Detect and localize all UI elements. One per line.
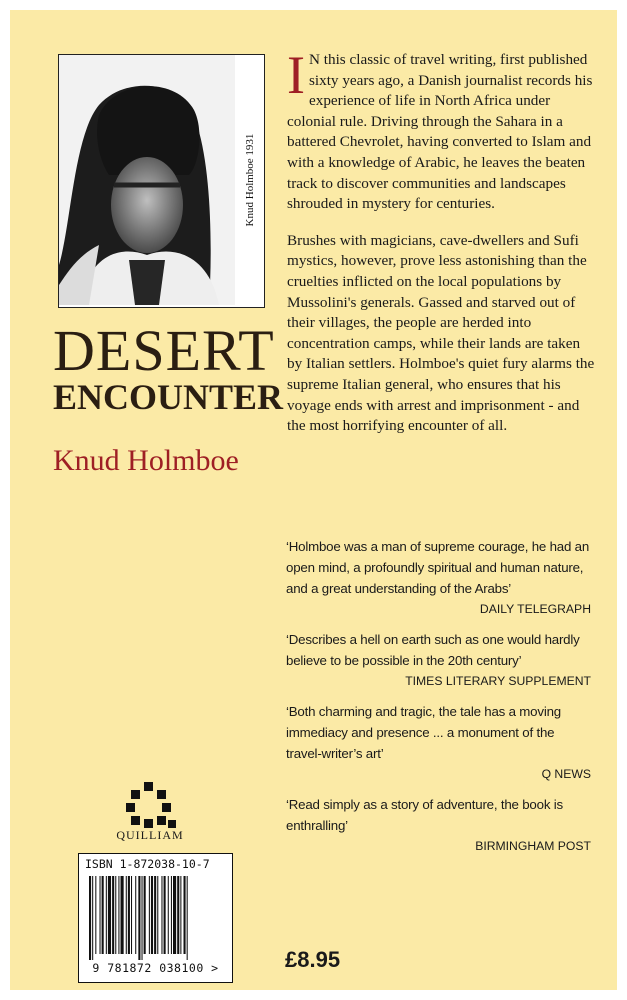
barcode-bar bbox=[164, 876, 166, 954]
barcode-bar bbox=[100, 876, 101, 954]
quote-source: Q NEWS bbox=[541, 767, 591, 781]
barcode-bar bbox=[126, 876, 127, 954]
review-quote bbox=[286, 629, 591, 692]
quote-text: ‘Holmboe was a man of supreme courage, he had an open mind, a profoundly spiritual and human nature, and a great understanding of the Arabs’ bbox=[286, 539, 590, 596]
blurb-paragraph-1: I N this classic of travel writing, first published sixty years ago, a Danish journalist records his experience of life in North Africa under colonial rule. Driving through the Sahara in a battered Chevrolet, having converted to Islam and with a knowledge of Arabic, he leaves the beaten track to discover communities and landscapes shrouded in mystery for centuries. bbox=[287, 45, 593, 213]
barcode-bar bbox=[161, 876, 162, 954]
portrait-image bbox=[59, 55, 235, 305]
barcode-bar bbox=[115, 876, 116, 954]
barcode-bar bbox=[171, 876, 172, 954]
barcode-bar bbox=[102, 876, 104, 954]
drop-cap: I bbox=[287, 45, 305, 105]
blurb-paragraph-2: Brushes with magicians, cave-dwellers and Sufi mystics, however, prove less astonishing than the cruelties inflicted on the local populations by Mussolini's generals. Gassed and starved out of their villages, the people are herded into concentration camps, while their lands are taken by Italian settlers. Holmboe's quiet fury alarms the supreme Italian general, who ensures that his voyage ends with arrest and imprisonment - and the most horrifying encounter of all. bbox=[287, 231, 595, 435]
review-quotes bbox=[286, 536, 591, 866]
barcode-bar bbox=[118, 876, 119, 954]
barcode-bar bbox=[89, 876, 91, 960]
barcode-bar bbox=[180, 876, 181, 954]
barcode-bar bbox=[154, 876, 156, 954]
barcode-bar bbox=[184, 876, 186, 954]
author-name: Knud Holmboe bbox=[53, 444, 239, 477]
barcode-bar bbox=[142, 876, 143, 960]
barcode-bar bbox=[157, 876, 158, 954]
barcode-bar bbox=[149, 876, 150, 954]
barcode-bar bbox=[187, 876, 188, 960]
quote-source: TIMES LITERARY SUPPLEMENT bbox=[405, 674, 591, 688]
barcode-bar bbox=[108, 876, 111, 954]
author-photo bbox=[58, 54, 265, 308]
barcode-bar bbox=[131, 876, 132, 954]
barcode-bars bbox=[89, 876, 222, 960]
barcode-bar bbox=[173, 876, 176, 954]
quote-source: BIRMINGHAM POST bbox=[475, 839, 591, 853]
barcode-bar bbox=[135, 876, 136, 954]
barcode-bar bbox=[138, 876, 140, 960]
review-quote bbox=[286, 701, 591, 785]
quote-text: ‘Both charming and tragic, the tale has a moving immediacy and presence ... a monument of the travel-writer’s art’ bbox=[286, 704, 561, 761]
barcode-digits: 9 781872 038100 > bbox=[92, 961, 219, 975]
barcode-bar bbox=[112, 876, 114, 954]
review-quote bbox=[286, 794, 591, 857]
barcode-bar bbox=[121, 876, 124, 954]
barcode-bar bbox=[106, 876, 107, 954]
book-back-cover bbox=[10, 10, 617, 990]
barcode-bar bbox=[144, 876, 146, 954]
barcode-bar bbox=[92, 876, 93, 960]
book-title-line1: DESERT bbox=[53, 318, 275, 383]
book-title-line2: ENCOUNTER bbox=[53, 377, 284, 417]
publisher-name: QUILLIAM bbox=[116, 828, 184, 842]
barcode-bar bbox=[128, 876, 130, 954]
barcode-bar bbox=[177, 876, 179, 954]
quote-text: ‘Read simply as a story of adventure, the book is enthralling’ bbox=[286, 797, 563, 833]
review-quote bbox=[286, 536, 591, 620]
barcode bbox=[78, 853, 233, 983]
book-blurb bbox=[287, 45, 597, 453]
quote-source: DAILY TELEGRAPH bbox=[479, 602, 591, 616]
photo-caption: Knud Holmboe 1931 bbox=[244, 133, 256, 227]
quote-text: ‘Describes a hell on earth such as one would hardly believe to be possible in the 20th century’ bbox=[286, 632, 580, 668]
barcode-bar bbox=[168, 876, 169, 954]
barcode-bar bbox=[151, 876, 153, 954]
barcode-bar bbox=[95, 876, 96, 954]
isbn-label: ISBN 1-872038-10-7 bbox=[85, 857, 210, 871]
price-label: £8.95 bbox=[285, 947, 341, 972]
